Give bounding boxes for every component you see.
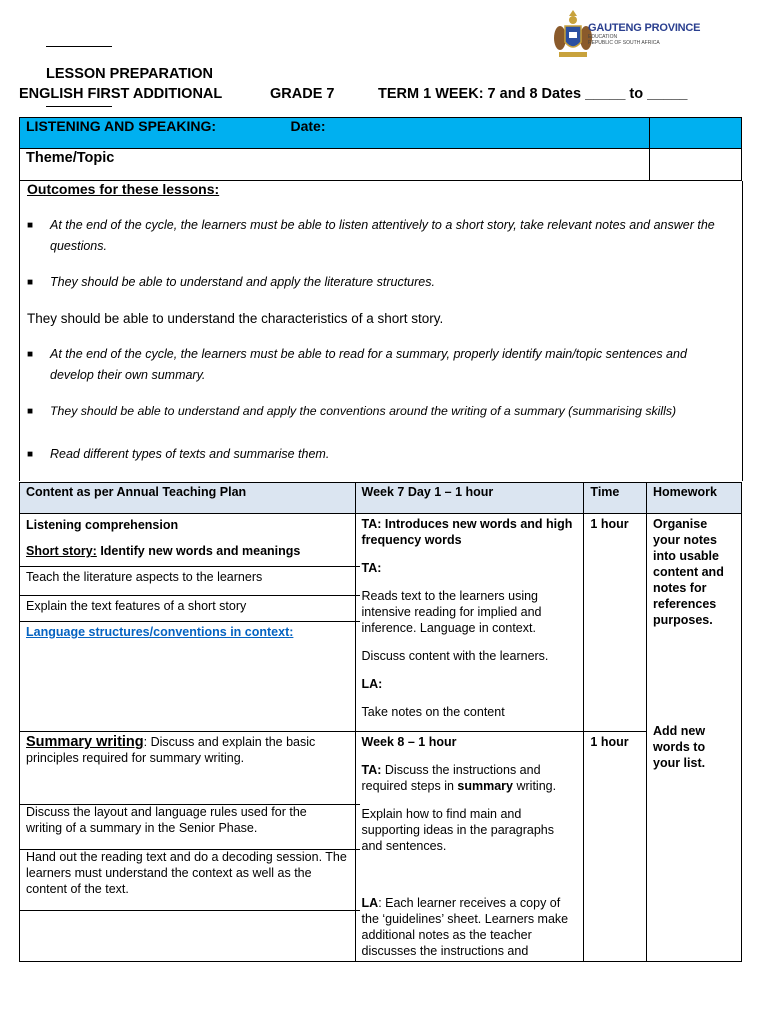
week8-label: Week 8 – 1 hour (361, 735, 457, 749)
time-cell-week8: 1 hour (584, 732, 647, 962)
la-guidelines-text: LA: Each learner receives a copy of the ‘guidelines’ sheet. Learners make additional notes as the teacher discusses the instructions and (361, 896, 569, 958)
explain-features-text: Explain the text features of a short story (26, 599, 247, 613)
discuss-content-text: Discuss content with the learners. (361, 649, 549, 663)
theme-topic-cell (20, 149, 650, 181)
subject-label: ENGLISH FIRST ADDITIONAL (19, 86, 223, 102)
divider (20, 566, 360, 567)
outcome-bullet: ■ They should be able to understand and apply the literature structures. (50, 272, 715, 293)
divider (20, 595, 360, 596)
short-story-line: Short story: Identify new words and meanings (26, 544, 301, 558)
listening-comprehension: Listening comprehension (26, 518, 179, 532)
ta-label: TA: (361, 561, 382, 575)
bullet-square-icon: ■ (27, 449, 34, 460)
logo-sub1: EDUCATION (588, 34, 618, 40)
outcomes-title: Outcomes for these lessons: (27, 181, 220, 197)
theme-value-cell (650, 149, 742, 181)
logo-name: GAUTENG PROVINCE (588, 22, 701, 34)
homework-add-words-text: Add new words to your list. (653, 724, 706, 770)
listening-speaking-table (19, 117, 742, 181)
activities-cell-week7 (355, 514, 584, 732)
outcome-bullet: ■ At the end of the cycle, the learners must be able to read for a summary, properly identify main/topic sentences and develop their own summary. (50, 344, 715, 386)
bullet-square-icon: ■ (27, 349, 34, 360)
col-header-content: Content as per Annual Teaching Plan (20, 483, 356, 514)
col-header-homework: Homework (647, 483, 742, 514)
underline-rule (46, 106, 112, 107)
coat-of-arms-icon (553, 8, 593, 62)
bullet-square-icon: ■ (27, 277, 34, 288)
page-title: LESSON PREPARATION (46, 66, 214, 82)
reads-text: Reads text to the learners using intensive reading for implied and inference. Language in context. (361, 589, 542, 635)
time-cell-week7: 1 hour (584, 514, 647, 732)
ta-discuss-text: TA: Discuss the instructions and required steps in summary writing. (361, 763, 557, 793)
hand-out-text: Hand out the reading text and do a decoding session. The learners must understand the context as well as the content of the text. (26, 850, 347, 896)
underline-rule (46, 46, 112, 47)
bullet-square-icon: ■ (27, 406, 34, 417)
outcomes-section (19, 181, 743, 481)
col-header-week: Week 7 Day 1 – 1 hour (355, 483, 584, 514)
content-cell-week7 (20, 514, 356, 732)
divider (20, 910, 360, 911)
discuss-layout-text: Discuss the layout and language rules used for the writing of a summary in the Senior Phase. (26, 805, 307, 835)
date-label: Date: (290, 118, 326, 134)
date-value-cell (650, 118, 742, 149)
grade-label: GRADE 7 (270, 86, 335, 102)
take-notes-text: Take notes on the content (361, 705, 505, 719)
term-week-label: TERM 1 WEEK: 7 and 8 Dates _____ to _____ (378, 86, 688, 102)
bullet-square-icon: ■ (27, 220, 34, 231)
col-header-time: Time (584, 483, 647, 514)
lesson-plan-table (19, 482, 742, 962)
outcome-bullet: ■ At the end of the cycle, the learners must be able to listen attentively to a short story, take relevant notes and answer the questions. (50, 215, 715, 257)
summary-writing-text: Summary writing: Discuss and explain the basic principles required for summary writing. (26, 734, 316, 765)
teach-literature-text: Teach the literature aspects to the learners (26, 570, 263, 584)
outcome-bullet: ■ Read different types of texts and summarise them. (50, 444, 715, 465)
logo-wordmark (588, 22, 700, 46)
homework-organise-text: Organise your notes into usable content and notes for references purposes. (653, 517, 724, 627)
outcome-plain-text: They should be able to understand the characteristics of a short story. (27, 311, 444, 326)
theme-topic-label: Theme/Topic (26, 150, 115, 166)
activities-cell-week8 (355, 732, 584, 962)
ta-introduces-text: TA: Introduces new words and high frequency words (361, 517, 573, 547)
listening-header-cell (20, 118, 650, 149)
la-label: LA: (361, 677, 383, 691)
explain-main-ideas-text: Explain how to find main and supporting ideas in the paragraphs and sentences. (361, 807, 555, 853)
logo-sub2: REPUBLIC OF SOUTH AFRICA (588, 40, 660, 46)
outcome-bullet: ■ They should be able to understand and apply the conventions around the writing of a summary (summarising skills) (50, 401, 730, 422)
homework-cell (647, 514, 742, 962)
listening-speaking-label: LISTENING AND SPEAKING: (26, 118, 217, 134)
language-structures-link[interactable]: Language structures/conventions in context: (26, 625, 294, 639)
divider (20, 621, 360, 622)
content-cell-week8 (20, 732, 356, 962)
